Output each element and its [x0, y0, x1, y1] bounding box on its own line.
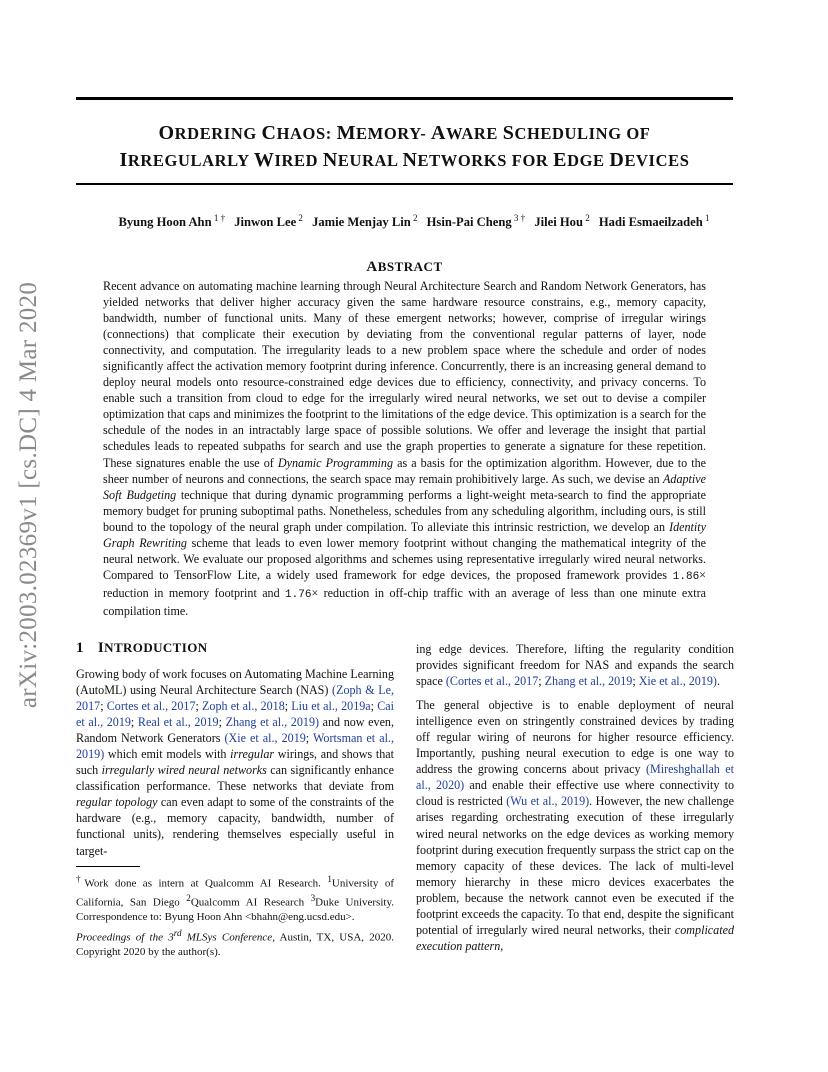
title-word-rest: HAOS:	[276, 124, 332, 143]
author-affiliation-mark: 1 †	[211, 213, 226, 223]
text-run: can significantly enhance classification performance. These networks that deviate from	[76, 763, 395, 794]
abstract-heading	[76, 259, 733, 276]
abstract-heading-rest: BSTRACT	[377, 259, 443, 274]
text-run: Adaptive Soft Budgeting	[103, 471, 706, 502]
text-run: which emit models with	[104, 747, 231, 762]
title-word-rest: EVICES	[624, 151, 690, 170]
text-run: and now even, Random Network Generators	[76, 715, 395, 746]
title-word-cap: N	[402, 149, 418, 171]
arxiv-sidebar	[6, 281, 52, 709]
text-run: irregularly wired neural networks	[101, 763, 267, 778]
text-run: ing edge devices. Therefore, lifting the regularity condition provides significant freedom for NAS and expands the search space	[416, 642, 734, 689]
author-name: Jinwon Lee	[234, 215, 297, 230]
paper-title	[76, 120, 733, 174]
text-run: Work done as intern at Qualcomm AI Research.	[84, 877, 328, 890]
text-run: 1	[327, 874, 332, 884]
text-run: 2	[186, 893, 191, 904]
title-line-2	[76, 147, 733, 174]
title-word-rest: OF	[626, 124, 651, 143]
citation-link[interactable]: Zhang et al., 2019	[544, 674, 633, 689]
title-word-rest: IRED	[274, 151, 319, 170]
text-run: ;	[218, 715, 226, 730]
right-paragraph-1	[416, 641, 734, 689]
top-rule	[76, 97, 733, 100]
text-run: complicated execution pattern	[416, 922, 734, 953]
citation-link[interactable]: Wortsman et al., 2019)	[76, 731, 394, 762]
title-word-rest: WARE	[446, 124, 498, 143]
text-run: ;	[100, 699, 107, 714]
citation-link[interactable]: Zoph et al., 2018	[202, 699, 285, 714]
author	[534, 215, 589, 229]
title-word-cap: S	[502, 122, 515, 144]
title-word-cap: W	[253, 149, 275, 171]
text-run: ;	[130, 715, 138, 730]
text-run: †	[76, 874, 85, 884]
text-run: and enable their effective use where connectivity to cloud is restricted	[416, 778, 734, 809]
text-run: . However, the new challenge arises regarding orchestrating execution of these irregularly wired neural networks on the edge devices as working memory footprint during execution frequently surpass the strict cap on the memory capacity of these devices. The lack of multi-level memory hierarchy in these micro devices exacerbates the problem, because the network cannot even be executed if the footprint exceeds the capacity. To that end, despite the significant potential of irregularly wired neural networks, their	[416, 794, 734, 937]
arxiv-identifier: arXiv:2003.02369v1 [cs.DC] 4 Mar 2020	[15, 281, 42, 709]
title-line-1	[76, 120, 733, 147]
citation-link[interactable]: (Wu et al., 2019)	[506, 794, 590, 809]
text-run: Growing body of work focuses on Automating Machine Learning (AutoML) using Neural Architecture Search (NAS)	[76, 667, 394, 698]
author-affiliation-mark: 2	[296, 213, 303, 223]
citation-link[interactable]: Real et al., 2019	[137, 715, 219, 730]
text-run: Dynamic Programming	[277, 455, 394, 470]
citation-link[interactable]: (Mireshghallah et al., 2020)	[416, 762, 734, 793]
abstract-text	[103, 278, 706, 619]
text-run: MLSys Conference	[181, 931, 273, 944]
text-run: ;	[195, 699, 203, 714]
citation-link[interactable]: (Xie et al., 2019	[224, 731, 306, 746]
title-word-cap: C	[261, 122, 277, 144]
title-word-rest: EURAL	[337, 151, 398, 170]
citation-link[interactable]: Cai et al., 2019	[76, 699, 394, 730]
text-run: rd	[173, 928, 182, 938]
citation-link[interactable]: Cortes et al., 2017	[106, 699, 196, 714]
left-column	[76, 666, 394, 859]
author-affiliation-mark: 2	[410, 213, 418, 223]
author-affiliation-mark: 2	[582, 213, 590, 223]
text-run: ;	[538, 674, 545, 689]
author-name: Jamie Menjay Lin	[312, 215, 411, 230]
section-number: 1	[76, 640, 84, 656]
title-word-cap: E	[553, 149, 568, 171]
author-list	[40, 213, 788, 230]
title-word-cap: M	[336, 122, 357, 144]
text-run: ;	[370, 699, 378, 714]
text-run: ;	[305, 731, 313, 746]
title-word-cap: N	[322, 149, 338, 171]
text-run: Proceedings of the	[76, 931, 169, 944]
citation-link[interactable]: Liu et al., 2019a	[291, 699, 371, 714]
abstract-heading-cap: A	[366, 259, 378, 275]
citation-link[interactable]: Xie et al., 2019)	[638, 674, 717, 689]
text-run: ;	[632, 674, 639, 689]
footnote	[76, 872, 394, 925]
left-paragraph	[76, 666, 394, 859]
text-run: Qualcomm AI Research	[190, 896, 311, 909]
text-run: scheme that leads to even lower memory footprint without changing the mathematical integrity of the neural network. We evaluate our proposed algorithms and schemes using representative irregularly wired neural networks. Compared to TensorFlow Lite, a widely used framework for edge devices, the proposed framework provides	[103, 535, 706, 582]
title-word-rest: ETWORKS	[417, 151, 508, 170]
right-paragraph-2	[416, 697, 734, 954]
title-word-rest: RDERING	[174, 124, 257, 143]
text-run: ,	[500, 938, 504, 953]
text-run: 3	[168, 931, 174, 944]
section-title-rest: NTRODUCTION	[104, 640, 208, 655]
author-affiliation-mark: 1	[702, 213, 710, 223]
title-word-rest: DGE	[567, 151, 605, 170]
citation-link[interactable]: (Zoph & Le, 2017	[76, 683, 394, 714]
text-run: irregular	[230, 747, 275, 762]
section-title-cap: I	[97, 640, 105, 656]
title-word-rest: FOR	[511, 151, 549, 170]
title-word-cap: I	[119, 149, 128, 171]
author-name: Jilei Hou	[534, 215, 583, 230]
proceedings-note	[76, 926, 394, 960]
author-name: Byung Hoon Ahn	[118, 215, 212, 230]
title-word-rest: EMORY-	[356, 124, 427, 143]
author	[118, 215, 225, 229]
citation-link[interactable]: (Cortes et al., 2017	[445, 674, 539, 689]
author	[599, 215, 710, 229]
text-run: as a basis for the optimization algorithm. However, due to the sheer number of neurons and connections, the search space may remain prohibitively large. As such, we devise an	[103, 455, 707, 486]
text-run: can even adapt to some of the constraints of the hardware (e.g., memory capacity, bandwidth, number of functional units), rendering themselves especially useful in target-	[76, 795, 394, 858]
text-run: Identity Graph Rewriting	[103, 519, 706, 550]
title-word-cap: D	[609, 149, 625, 171]
author	[312, 215, 417, 229]
text-run: regular topology	[76, 795, 158, 810]
section-heading-introduction	[76, 640, 208, 657]
text-run: .	[716, 674, 720, 689]
text-run: technique that during dynamic programming performs a light-weight meta-search to find the appropriate memory budget for pruning suboptimal paths. Nonetheless, schedules from any scheduling algorithm, including ours, is still bound to the topology of the neural graph under compilation. To alleviate this intrinsic restriction, we develop an	[103, 487, 706, 534]
author	[427, 215, 526, 229]
author	[234, 215, 303, 229]
author-name: Hsin-Pai Cheng	[426, 215, 512, 230]
text-run: ;	[284, 699, 292, 714]
text-run: wirings, and shows that such	[76, 747, 394, 778]
text-run: 1.86	[672, 570, 700, 583]
text-run: , Austin, TX, USA, 2020. Copyright 2020 by the author(s).	[76, 931, 395, 959]
text-run: 3	[310, 893, 316, 904]
right-column	[416, 641, 734, 954]
title-word-rest: CHEDULING	[514, 124, 622, 143]
citation-link[interactable]: Zhang et al., 2019)	[225, 715, 320, 730]
title-word-rest: RREGULARLY	[127, 151, 250, 170]
title-word-cap: A	[431, 122, 447, 144]
title-bottom-rule	[76, 183, 733, 185]
text-run: Duke University. Correspondence to: Byung Hoon Ahn <bhahn@eng.ucsd.edu>.	[76, 896, 394, 924]
text-run: × reduction in memory footprint and	[103, 567, 706, 600]
text-run: 1.76	[285, 588, 312, 601]
footnote-rule	[76, 866, 140, 867]
author-affiliation-mark: 3 †	[511, 213, 526, 223]
text-run: University of California, San Diego	[76, 877, 394, 909]
title-word-cap: O	[158, 122, 175, 144]
author-name: Hadi Esmaeilzadeh	[598, 215, 703, 230]
text-run: × reduction in off-chip traffic with an average of less than one minute extra compilation time.	[103, 585, 706, 618]
text-run: The general objective is to enable deployment of neural intelligence even on stringently constrained devices by trading off regular wiring of neurons for higher resource efficiency. Importantly, pushing neural execution to edge is one way to address the growing concerns about privacy	[416, 698, 734, 777]
text-run: Recent advance on automating machine learning through Neural Architecture Search and Random Network Generators, has yielded networks that deliver higher accuracy given the same hardware resource constrains, e.g., memory capacity, bandwidth, number of functional units. Many of these emergent networks; however, comprise of irregular wirings (connections) that complicate their execution by deviating from the conventional regular patterns of layer, node connectivity, and computation. The irregularity leads to a new problem space where the schedule and order of nodes significantly affect the activation memory footprint during inference. Concurrently, there is an increasing general demand to deploy neural models onto resource-constrained edge devices due to efficiency, connectivity, and privacy concerns. To enable such a transition from cloud to edge for the irregularly wired neural networks, we set out to devise a compiler optimization that caps and minimizes the footprint to the limitations of the edge device. This optimization is a search for the schedule of the nodes in an intractably large space of possible solutions. We offer and leverage the insight that partial schedules leads to repeated subpaths for search and use the graph properties to generate a signature for these repetition. These signatures enable the use of	[103, 279, 706, 470]
